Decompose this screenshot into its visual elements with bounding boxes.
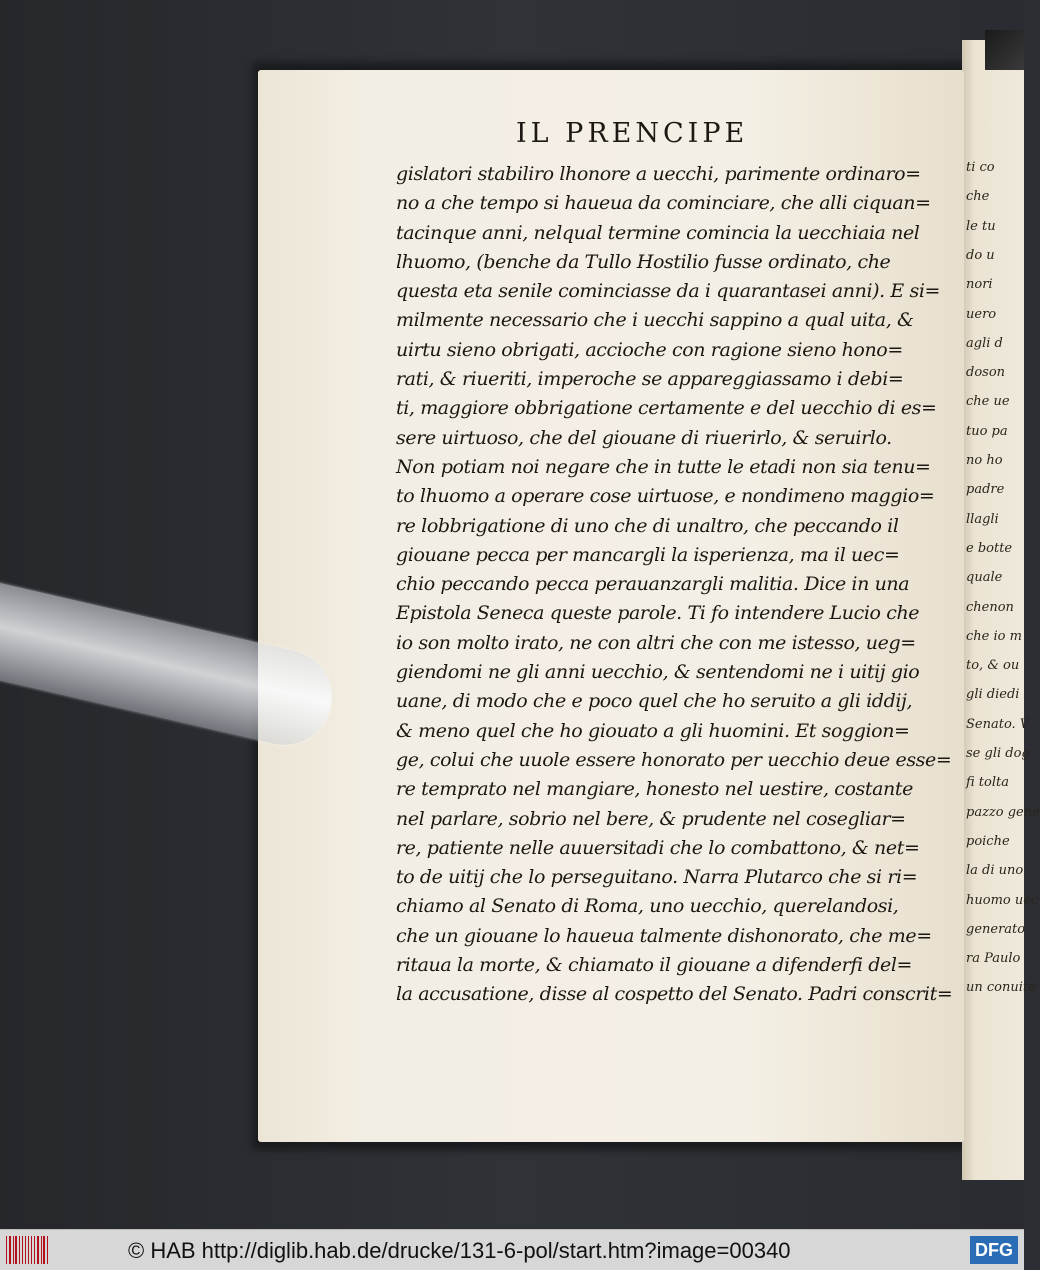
next-page-fragment: un conuite: [966, 980, 1036, 996]
text-line: re, patiente nelle auuersitadi che lo combattono, & net=: [396, 836, 920, 859]
next-page-fragment: llagli: [966, 511, 999, 527]
next-page-fragment: la di uno: [966, 863, 1024, 879]
text-line: la accusatione, disse al cospetto del Senato. Padri conscrit=: [396, 983, 953, 1006]
next-page-fragment: do u: [966, 247, 995, 263]
next-page-fragment: tuo pa: [966, 423, 1008, 439]
text-line: no a che tempo si haueua da cominciare, che alli ciquan=: [396, 192, 931, 215]
text-line: giendomi ne gli anni uecchio, & sentendomi ne i uitij gio: [396, 661, 920, 684]
next-page-fragment: gli diedi: [966, 687, 1020, 703]
next-page-fragment: generato: [966, 921, 1026, 937]
text-line: milmente necessario che i uecchi sappino a qual uita, &: [396, 309, 914, 332]
text-line: gislatori stabiliro lhonore a uecchi, parimente ordinaro=: [396, 163, 921, 185]
text-line: lhuomo, (benche da Tullo Hostilio fusse ordinato, che: [396, 250, 891, 273]
next-page-fragment: fi tolta: [966, 775, 1009, 791]
running-head: IL PRENCIPE: [516, 118, 749, 149]
text-line: nel parlare, sobrio nel bere, & prudente nel cosegliar=: [396, 807, 906, 830]
text-line: to lhuomo a operare cose uirtuose, e nondimeno maggio=: [396, 485, 935, 508]
text-line: chiamo al Senato di Roma, uno uecchio, querelandosi,: [396, 895, 899, 918]
next-page-fragment: nori: [966, 277, 993, 293]
text-line: questa eta senile cominciasse da i quarantasei anni). E si=: [396, 280, 941, 303]
next-page-edge: [962, 40, 1040, 1180]
text-line: chio peccando pecca perauanzargli malitia. Dice in una: [396, 573, 910, 596]
next-page-fragment: doson: [966, 365, 1006, 381]
text-line: sere uirtuoso, che del giouane di riuerirlo, & seruirlo.: [396, 426, 892, 449]
text-line: uirtu sieno obrigati, accioche con ragione sieno hono=: [396, 338, 903, 361]
text-line: Epistola Seneca queste parole. Ti fo intendere Lucio che: [396, 602, 920, 625]
dfg-logo-icon[interactable]: DFG: [970, 1236, 1018, 1264]
next-page-fragment: ti co: [966, 160, 995, 175]
text-line: tacinque anni, nelqual termine comincia la uecchiaia nel: [396, 221, 920, 244]
next-page-fragment: poiche: [966, 833, 1010, 849]
next-page-fragment: huomo uec: [966, 892, 1039, 908]
next-page-fragment: agli d: [966, 335, 1003, 351]
next-page-fragment: no ho: [966, 453, 1003, 468]
next-page-fragment: che: [966, 189, 990, 205]
next-page-fragment: che io m: [966, 628, 1022, 644]
book-corner: [985, 30, 1024, 70]
next-page-fragment: padre: [966, 482, 1005, 498]
text-line: io son molto irato, ne con altri che con me istesso, ueg=: [396, 631, 916, 654]
text-line: ge, colui che uuole essere honorato per uecchio deue esse=: [396, 748, 952, 771]
text-line: rati, & riueriti, imperoche se appareggiassamo i debi=: [396, 368, 904, 391]
next-page-fragment: e botte: [966, 540, 1013, 556]
next-page-fragment: chenon: [966, 599, 1014, 615]
next-page-fragment: che ue: [966, 394, 1010, 410]
text-line: re temprato nel mangiare, honesto nel uestire, costante: [396, 778, 913, 801]
text-line: ritaua la morte, & chiamato il giouane a difenderfi del=: [396, 954, 913, 977]
hab-logo-icon[interactable]: [6, 1236, 48, 1264]
next-page-fragment: to, & ou: [966, 658, 1020, 674]
next-page-fragment: ra Paulo: [966, 951, 1021, 967]
text-line: giouane pecca per mancargli la isperienza, ma il uec=: [396, 543, 900, 566]
footer-citation: © HAB http://diglib.hab.de/drucke/131-6-pol/start.htm?image=00340: [128, 1238, 791, 1263]
text-line: Non potiam noi negare che in tutte le etadi non sia tenu=: [396, 455, 931, 478]
next-page-fragment: se gli dog: [966, 746, 1030, 761]
next-page-fragment: uero: [966, 306, 997, 322]
text-line: re lobbrigatione di uno che di unaltro, che peccando il: [396, 514, 899, 537]
page-text: [396, 160, 953, 1010]
text-line: to de uitij che lo perseguitano. Narra Plutarco che si ri=: [396, 866, 918, 889]
next-page-fragment: Senato. V: [966, 716, 1030, 732]
text-line: ti, maggiore obbrigatione certamente e del uecchio di es=: [396, 397, 937, 420]
text-line: che un giouane lo haueua talmente dishonorato, che me=: [396, 924, 932, 947]
footer-bar: [0, 1229, 1024, 1270]
text-line: uane, di modo che e poco quel che ho seruito a gli iddij,: [396, 690, 913, 713]
next-page-fragment: pazzo gene: [966, 804, 1040, 820]
next-page-fragment: le tu: [966, 218, 996, 234]
next-page-fragment: quale: [966, 570, 1003, 586]
text-line: & meno quel che ho giouato a gli huomini. Et soggion=: [396, 719, 910, 742]
